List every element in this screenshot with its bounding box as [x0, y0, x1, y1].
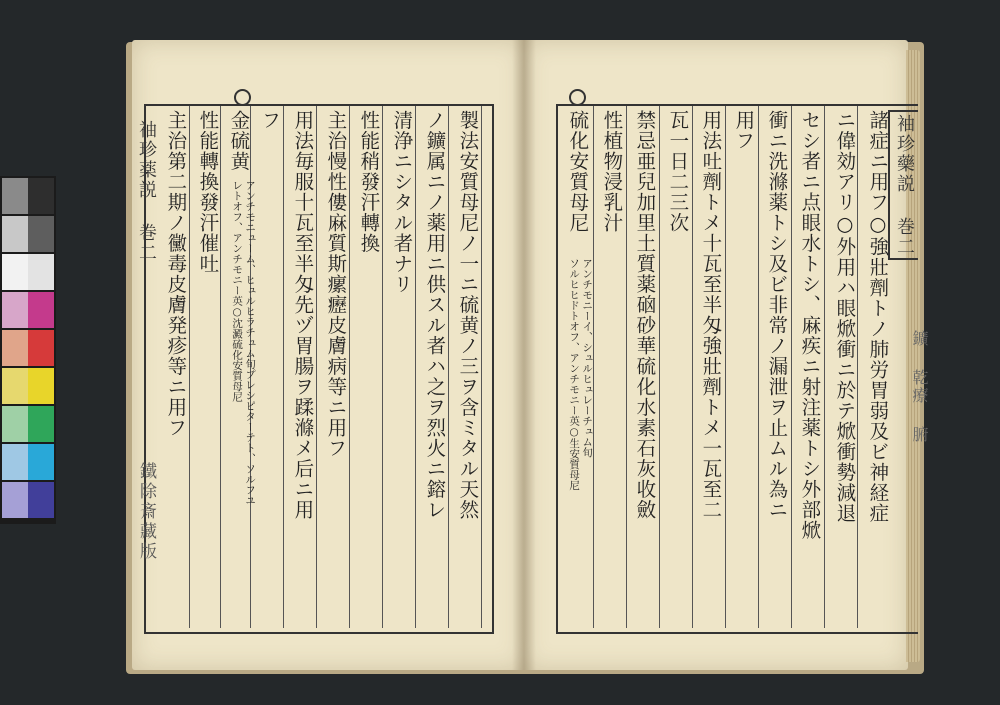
column-rule — [220, 106, 221, 628]
right-column-5: 用フ — [732, 110, 756, 151]
column-rule — [659, 106, 660, 628]
right-column-4: 衝ニ洗滌薬トシ及ビ非常ノ漏泄ヲ止ムル為ニ — [765, 110, 789, 520]
left-column-1: 製法安質母尼ノ一ニ硫黄ノ三ヲ含ミタル天然 — [456, 110, 480, 520]
column-rule — [481, 106, 482, 628]
right-column-8: 禁忌亜兒加里土質薬硇砂華硫化水素石灰收斂 — [633, 110, 657, 520]
color-patch — [28, 178, 54, 214]
binding-hole-marker — [234, 89, 251, 106]
right-column-9: 性植物浸乳汁 — [600, 110, 624, 233]
color-patch — [2, 216, 28, 252]
color-patch — [28, 216, 54, 252]
color-patch — [2, 368, 28, 404]
right-column-10-note-a: アンチモニーイ、シュルヒュレーチュム旬 — [581, 258, 594, 458]
color-checker — [0, 176, 56, 524]
left-column-6: 用法毎服十瓦至半匁先ヅ胃腸ヲ蹂滌メ后ニ用 — [291, 110, 315, 520]
color-patch — [2, 406, 28, 442]
left-column-10: 主治第二期ノ黴毒皮膚発疹等ニ用フ — [164, 110, 188, 438]
color-patch — [28, 330, 54, 366]
column-rule — [725, 106, 726, 628]
color-patch — [28, 444, 54, 480]
column-rule — [415, 106, 416, 628]
column-rule — [824, 106, 825, 628]
left-column-9: 性能轉換發汗催吐 — [196, 110, 220, 274]
right-running-header: 袖珍藥説 巻二 — [894, 114, 915, 257]
color-patch — [28, 254, 54, 290]
right-column-1: 諸症ニ用フ○強壯劑トノ肺労胃弱及ビ神経症 — [866, 110, 890, 524]
left-column-3: 清浄ニシタル者ナリ — [390, 110, 414, 295]
left-column-8-title: 金硫黄 — [227, 110, 251, 172]
color-patch — [2, 254, 28, 290]
publisher-imprint: 鐵除斎藏版 — [136, 462, 156, 562]
left-column-4: 性能稍發汗轉換 — [357, 110, 381, 254]
left-column-8-note-a: アンチモニューム、ヒュルヒラチュム旬プレシピターテト、ソルフユ — [244, 180, 257, 506]
column-rule — [791, 106, 792, 628]
color-patch — [2, 178, 28, 214]
left-column-7: フ — [258, 110, 282, 131]
column-rule — [692, 106, 693, 628]
left-running-header: 袖珍薬説 巻二 — [136, 120, 157, 263]
color-patch — [28, 406, 54, 442]
column-rule — [316, 106, 317, 628]
color-patch — [2, 482, 28, 518]
right-column-7: 瓦一日二三次 — [666, 110, 690, 233]
right-column-3: セシ者ニ点眼水トシ、麻疾ニ射注薬トシ外部焮 — [798, 110, 822, 541]
color-patch — [28, 292, 54, 328]
color-patch — [2, 330, 28, 366]
color-patch — [28, 482, 54, 518]
column-rule — [593, 106, 594, 628]
column-rule — [283, 106, 284, 628]
left-column-5: 主治慢性僂麻質斯瘰癧皮膚病等ニ用フ — [324, 110, 348, 459]
left-column-8-note-b: レトオフ、アンチモニー英○沈澱硫化安質母尼 — [231, 180, 244, 402]
color-patch — [28, 368, 54, 404]
next-page-fragment: 鑛 乾療 腑 — [910, 330, 929, 444]
binding-hole-marker — [569, 89, 586, 106]
column-rule — [349, 106, 350, 628]
column-rule — [857, 106, 858, 628]
book-gutter — [512, 40, 536, 670]
right-column-10-title: 硫化安質母尼 — [566, 110, 590, 233]
column-rule — [626, 106, 627, 628]
color-patch — [2, 292, 28, 328]
color-patch — [2, 444, 28, 480]
left-column-2: ノ鑛属ニノ薬用ニ供スル者ハ之ヲ烈火ニ鎔レ — [423, 110, 447, 520]
column-rule — [382, 106, 383, 628]
column-rule — [189, 106, 190, 628]
right-column-6: 用法吐劑トメ十瓦至半匁強壯劑トメ一瓦至二 — [699, 110, 723, 520]
right-column-10-note-b: ソルヒヒドトオフ、アンチモニー英○生安質母尼 — [568, 258, 581, 491]
column-rule — [448, 106, 449, 628]
column-rule — [758, 106, 759, 628]
right-column-2: ニ偉効アリ○外用ハ眼焮衝ニ於テ焮衝勢減退 — [833, 110, 857, 524]
